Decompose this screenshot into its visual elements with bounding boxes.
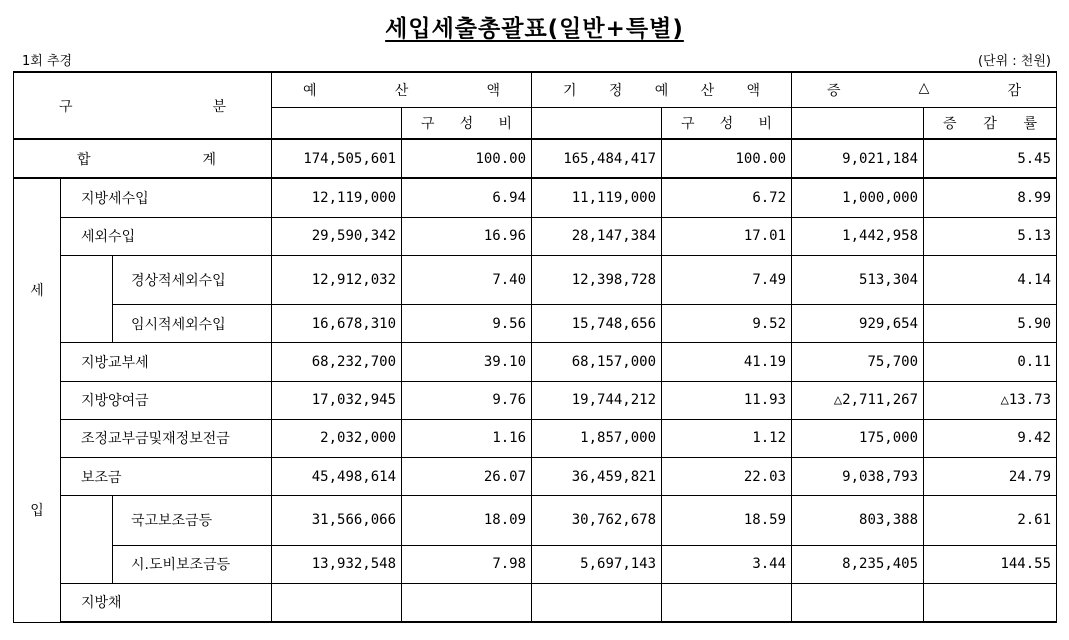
- header-prev-char: 예: [654, 83, 669, 100]
- row-change: 513,304: [792, 255, 924, 304]
- total-change: 9,021,184: [792, 139, 924, 178]
- header-change-char: △: [918, 80, 930, 97]
- row-prev: 19,744,212: [532, 381, 662, 419]
- total-prev-ratio: 100.00: [662, 139, 792, 178]
- row-prev: 28,147,384: [532, 217, 662, 255]
- table-row: [14, 255, 1057, 304]
- header-change: [792, 72, 1057, 108]
- row-change: [792, 583, 924, 622]
- table-row: [14, 457, 1057, 495]
- total-label-char: 계: [202, 151, 217, 168]
- row-prev: 15,748,656: [532, 305, 662, 343]
- row-prev-ratio: 22.03: [662, 457, 792, 495]
- header-rate-char: 률: [1023, 116, 1038, 133]
- row-change-rate: 9.42: [924, 419, 1057, 457]
- header-prev-char: 정: [608, 83, 623, 100]
- row-prev-ratio: 11.93: [662, 381, 792, 419]
- header-category-char: 구: [59, 98, 73, 115]
- table-row: [14, 305, 1057, 343]
- row-prev: 30,762,678: [532, 496, 662, 545]
- row-change: 929,654: [792, 305, 924, 343]
- row-change-rate: 24.79: [924, 457, 1057, 495]
- row-prev: 36,459,821: [532, 457, 662, 495]
- row-label: 지방세수입: [61, 178, 272, 217]
- row-change-rate: 4.14: [924, 255, 1057, 304]
- header-change-blank: [792, 108, 924, 140]
- row-budget-ratio: 16.96: [402, 217, 532, 255]
- row-budget: 45,498,614: [272, 457, 402, 495]
- row-prev-ratio: 6.72: [662, 178, 792, 217]
- header-budget-char: 액: [486, 83, 501, 100]
- row-change-rate: [924, 583, 1057, 622]
- row-budget-ratio: 18.09: [402, 496, 532, 545]
- unit-label: (단위 : 천원): [977, 54, 1051, 69]
- header-budget-char: 산: [394, 83, 409, 100]
- row-change-rate: 2.61: [924, 496, 1057, 545]
- table-row: [14, 545, 1057, 583]
- indent-cell: [61, 496, 113, 584]
- row-prev: 1,857,000: [532, 419, 662, 457]
- header-prev-ratio: [662, 108, 792, 140]
- row-budget: 68,232,700: [272, 343, 402, 381]
- row-label: 지방교부세: [61, 343, 272, 381]
- total-budget-ratio: 100.00: [402, 139, 532, 178]
- row-prev: 68,157,000: [532, 343, 662, 381]
- header-category-char: 분: [212, 98, 227, 115]
- header-budget-blank: [272, 108, 402, 140]
- row-label: 지방채: [61, 583, 272, 622]
- row-budget: 2,032,000: [272, 419, 402, 457]
- header-ratio-char: 성: [459, 116, 474, 133]
- table-row: [14, 583, 1057, 622]
- budget-summary-table: [13, 71, 1057, 623]
- header-rate-char: 감: [983, 116, 997, 133]
- row-change-rate: 8.99: [924, 178, 1057, 217]
- row-change: 1,000,000: [792, 178, 924, 217]
- row-label: 지방양여금: [61, 381, 272, 419]
- row-budget: 17,032,945: [272, 381, 402, 419]
- row-budget-ratio: 6.94: [402, 178, 532, 217]
- total-label-char: 합: [77, 151, 91, 168]
- table-row: [14, 419, 1057, 457]
- row-budget: 16,678,310: [272, 305, 402, 343]
- row-prev-ratio: 1.12: [662, 419, 792, 457]
- row-change: 75,700: [792, 343, 924, 381]
- header-ratio-char: 비: [758, 116, 773, 133]
- side-label-char: 입: [30, 503, 44, 520]
- header-prev-budget: [532, 72, 792, 108]
- row-prev-ratio: [662, 583, 792, 622]
- row-change-rate: 5.13: [924, 217, 1057, 255]
- header-change-rate: [924, 108, 1057, 140]
- row-budget: 12,912,032: [272, 255, 402, 304]
- row-budget: 13,932,548: [272, 545, 402, 583]
- total-change-rate: 5.45: [924, 139, 1057, 178]
- header-prev-char: 액: [746, 83, 760, 100]
- row-prev: 11,119,000: [532, 178, 662, 217]
- row-change-rate: 144.55: [924, 545, 1057, 583]
- header-change-char: 감: [1007, 83, 1022, 100]
- row-budget-ratio: 9.56: [402, 305, 532, 343]
- header-ratio-char: 성: [719, 116, 734, 133]
- row-prev: 12,398,728: [532, 255, 662, 304]
- row-prev: [532, 583, 662, 622]
- row-change-rate: 5.90: [924, 305, 1057, 343]
- row-change: 8,235,405: [792, 545, 924, 583]
- header-ratio-char: 구: [681, 116, 695, 133]
- row-change: △2,711,267: [792, 381, 924, 419]
- row-budget-ratio: 26.07: [402, 457, 532, 495]
- header-ratio-char: 비: [498, 116, 513, 133]
- header-prev-char: 기: [563, 83, 577, 100]
- row-prev-ratio: 7.49: [662, 255, 792, 304]
- row-prev: 5,697,143: [532, 545, 662, 583]
- row-label: 경상적세외수입: [113, 255, 272, 304]
- table-row: [14, 217, 1057, 255]
- table-row: [14, 343, 1057, 381]
- header-row-1: [14, 72, 1057, 108]
- row-label: 국고보조금등: [113, 496, 272, 545]
- row-change: 803,388: [792, 496, 924, 545]
- row-change: 175,000: [792, 419, 924, 457]
- header-category: [14, 72, 272, 139]
- row-budget-ratio: 1.16: [402, 419, 532, 457]
- row-prev-ratio: 9.52: [662, 305, 792, 343]
- row-prev-ratio: 17.01: [662, 217, 792, 255]
- row-change-rate: 0.11: [924, 343, 1057, 381]
- row-label: 조정교부금및재정보전금: [61, 419, 272, 457]
- row-prev-ratio: 18.59: [662, 496, 792, 545]
- row-prev-ratio: 3.44: [662, 545, 792, 583]
- row-budget-ratio: 39.10: [402, 343, 532, 381]
- table-row: [14, 178, 1057, 217]
- header-prev-blank: [532, 108, 662, 140]
- row-budget-ratio: [402, 583, 532, 622]
- table-row: [14, 381, 1057, 419]
- row-budget: 29,590,342: [272, 217, 402, 255]
- header-rate-char: 증: [943, 116, 957, 133]
- row-budget-ratio: 9.76: [402, 381, 532, 419]
- row-change: 9,038,793: [792, 457, 924, 495]
- side-label: [14, 178, 61, 622]
- header-budget: [272, 72, 532, 108]
- row-label: 임시적세외수입: [113, 305, 272, 343]
- row-label: 시.도비보조금등: [113, 545, 272, 583]
- total-budget: 174,505,601: [272, 139, 402, 178]
- header-prev-char: 산: [700, 83, 715, 100]
- indent-cell: [61, 255, 113, 343]
- total-row: [14, 139, 1057, 178]
- revision-label: 1회 추경: [22, 54, 73, 69]
- row-budget: 12,119,000: [272, 178, 402, 217]
- row-change: 1,442,958: [792, 217, 924, 255]
- table-row: [14, 496, 1057, 545]
- row-budget: [272, 583, 402, 622]
- side-label-char: 세: [30, 283, 44, 300]
- page-title: 세입세출총괄표(일반+특별): [385, 16, 684, 42]
- header-budget-char: 예: [303, 83, 317, 100]
- header-change-char: 증: [827, 83, 841, 100]
- header-budget-ratio: [402, 108, 532, 140]
- header-ratio-char: 구: [421, 116, 435, 133]
- row-prev-ratio: 41.19: [662, 343, 792, 381]
- row-budget-ratio: 7.98: [402, 545, 532, 583]
- row-budget: 31,566,066: [272, 496, 402, 545]
- total-prev: 165,484,417: [532, 139, 662, 178]
- row-budget-ratio: 7.40: [402, 255, 532, 304]
- total-label: [14, 139, 272, 178]
- row-label: 세외수입: [61, 217, 272, 255]
- row-label: 보조금: [61, 457, 272, 495]
- row-change-rate: △13.73: [924, 381, 1057, 419]
